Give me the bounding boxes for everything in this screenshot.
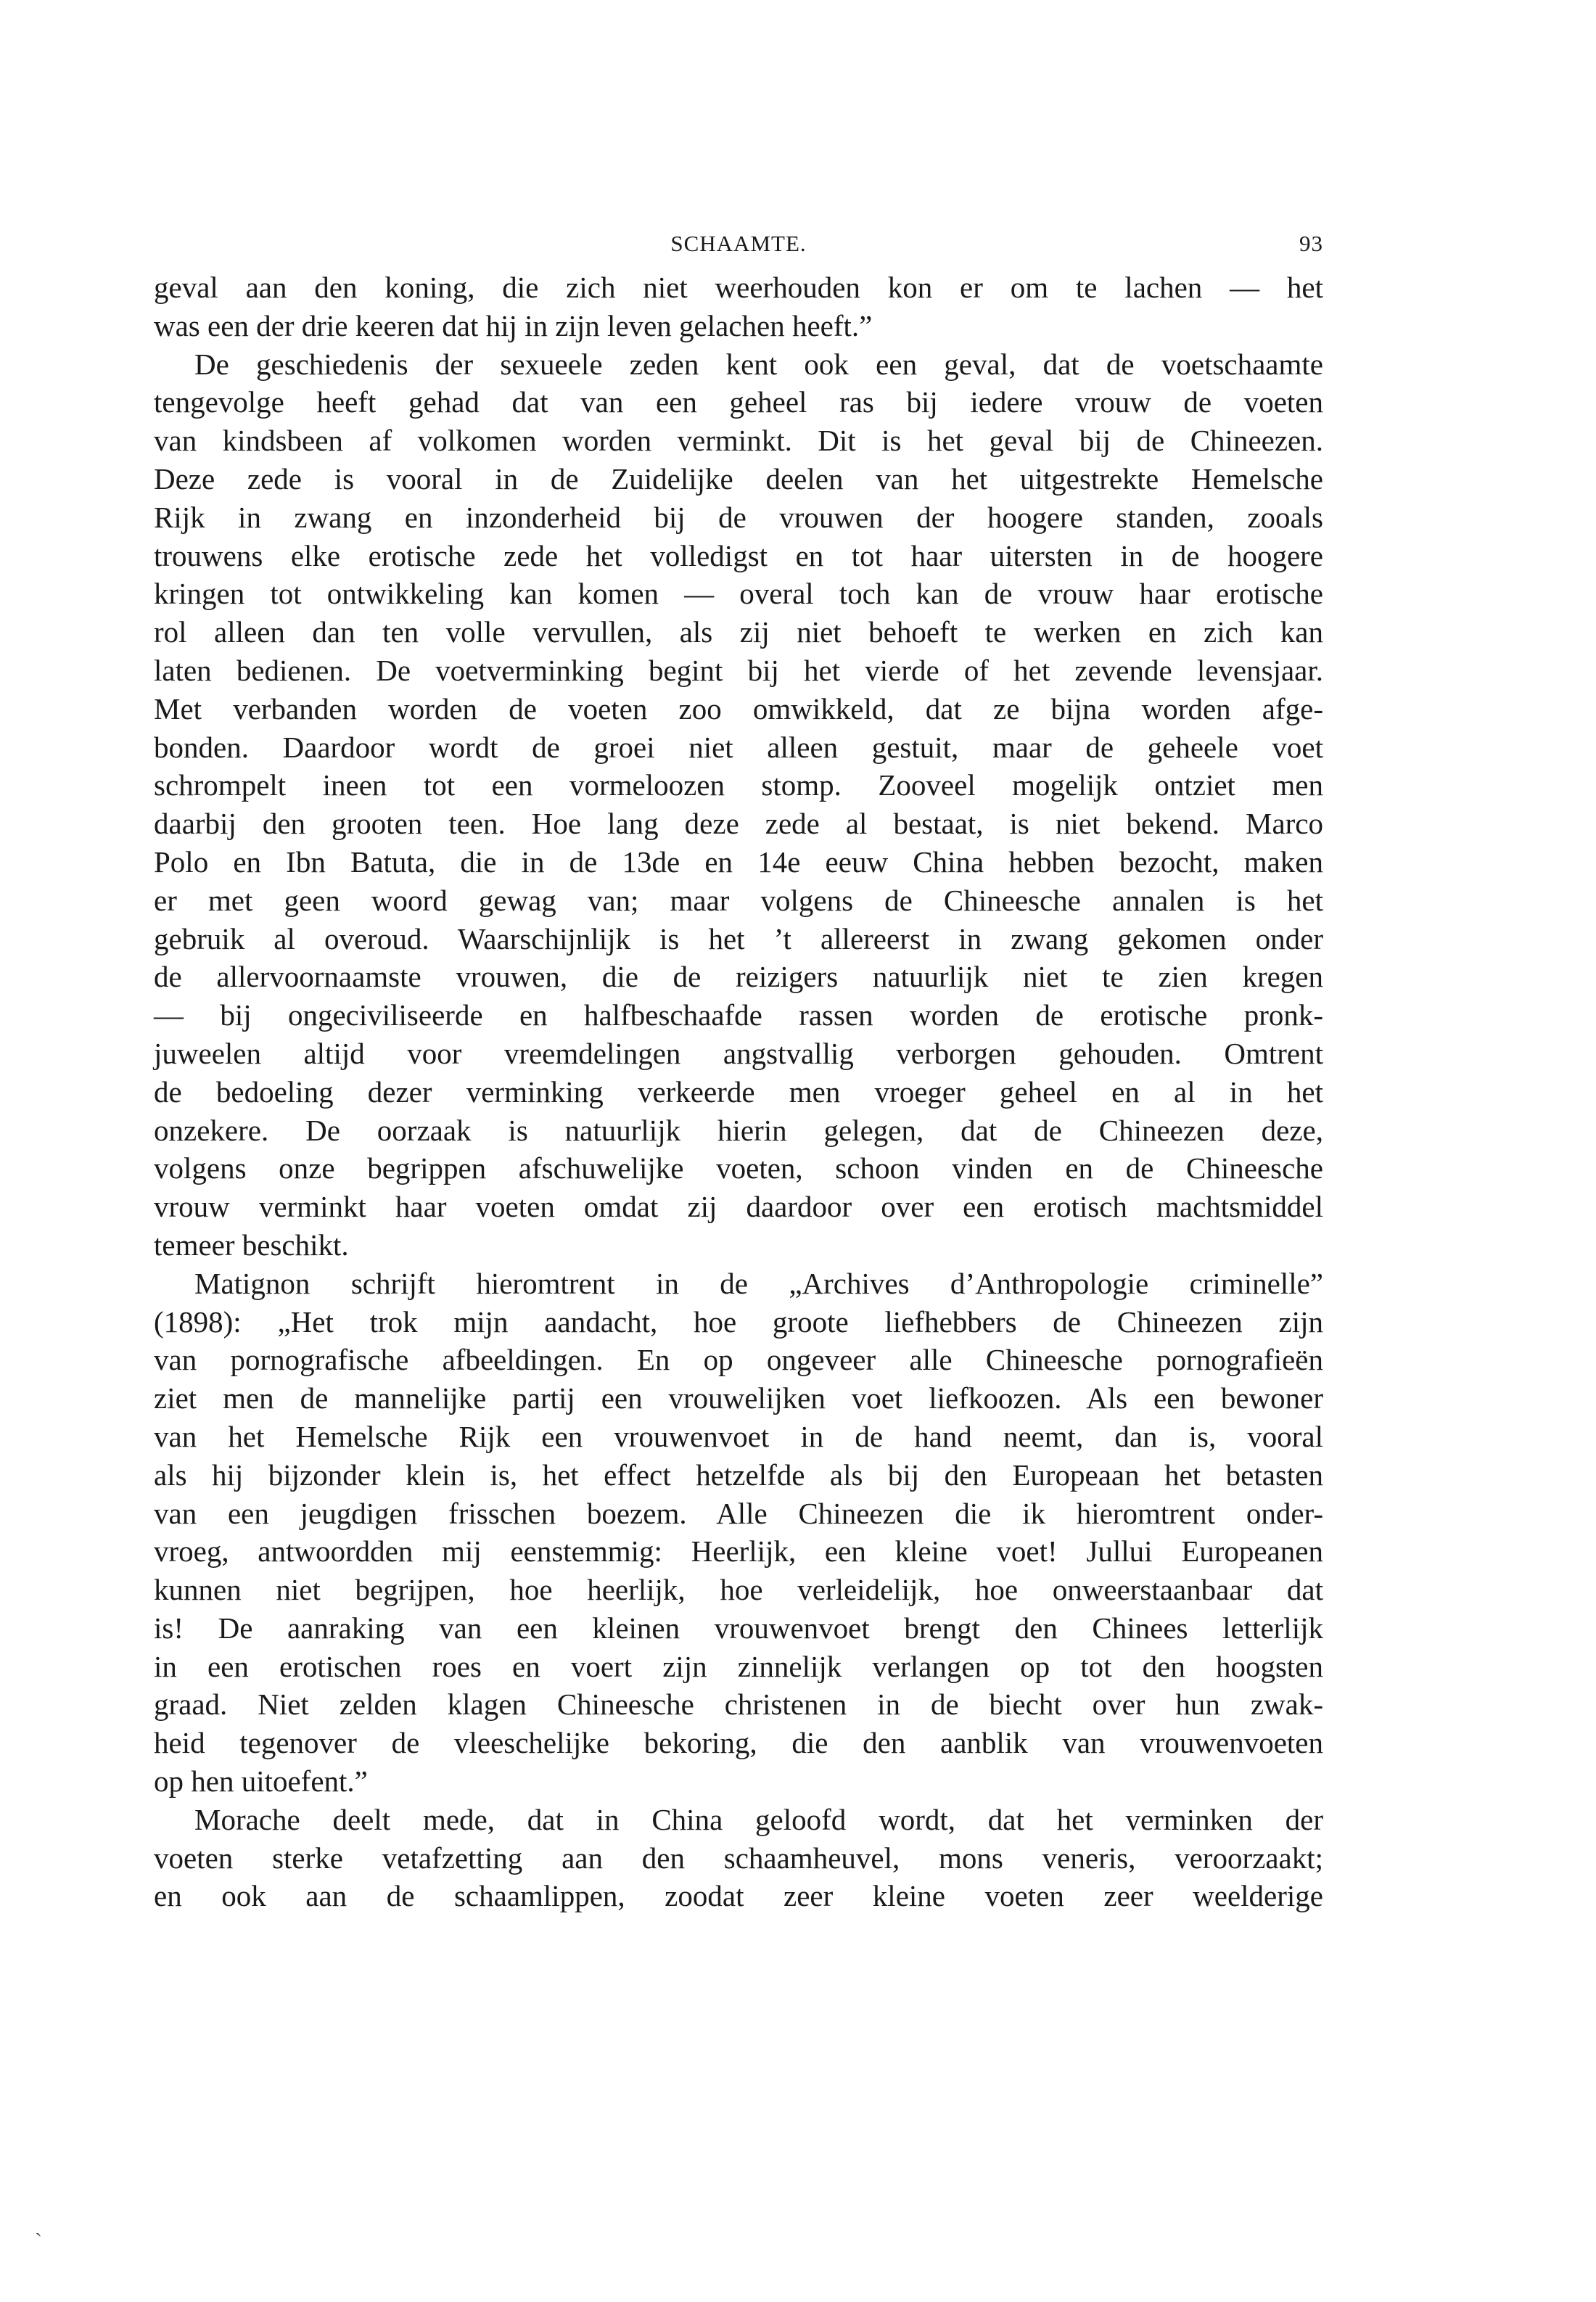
text-line: Rijk in zwang en inzonderheid bij de vrouwen der hoogere standen, zooals: [154, 500, 1323, 534]
text-line: van het Hemelsche Rijk een vrouwenvoet in de hand neemt, dan is, vooral: [154, 1419, 1323, 1453]
text-line: rol alleen dan ten volle vervullen, als zij niet behoeft te werken en zich kan: [154, 615, 1323, 649]
text-line: onzekere. De oorzaak is natuurlijk hierin gelegen, dat de Chineezen deze,: [154, 1113, 1323, 1147]
text-line: kringen tot ontwikkeling kan komen — overal toch kan de vrouw haar erotische: [154, 577, 1323, 611]
text-line: was een der drie keeren dat hij in zijn leven gelachen heeft.”: [154, 308, 873, 342]
text-line: als hij bijzonder klein is, het effect hetzelfde als bij den Europeaan het betasten: [154, 1458, 1323, 1492]
text-line: gebruik al overoud. Waarschijnlijk is het ’t allereerst in zwang gekomen onder: [154, 921, 1323, 955]
text-line: ziet men de mannelijke partij een vrouwelijken voet liefkoozen. Als een bewoner: [154, 1381, 1323, 1415]
text-line: De geschiedenis der sexueele zeden kent ook een geval, dat de voetschaamte: [194, 347, 1323, 381]
text-line: geval aan den koning, die zich niet weerhouden kon er om te lachen — het: [154, 271, 1323, 304]
text-line: daarbij den grooten teen. Hoe lang deze zede al bestaat, is niet bekend. Marco: [154, 807, 1323, 841]
text-line: en ook aan de schaamlippen, zoodat zeer kleine voeten zeer weelderige: [154, 1879, 1323, 1913]
text-line: kunnen niet begrijpen, hoe heerlijk, hoe verleidelijk, hoe onweerstaanbaar dat: [154, 1573, 1323, 1607]
text-line: Morache deelt mede, dat in China geloofd wordt, dat het verminken der: [194, 1802, 1323, 1836]
scan-speck: ˎ: [35, 2213, 42, 2237]
text-line: schrompelt ineen tot een vormeloozen stomp. Zooveel mogelijk ontziet men: [154, 768, 1323, 802]
text-line: Polo en Ibn Batuta, die in de 13de en 14e eeuw China hebben bezocht, maken: [154, 844, 1323, 879]
text-line: bonden. Daardoor wordt de groei niet alleen gestuit, maar de geheele voet: [154, 730, 1323, 764]
text-line: van pornografische afbeeldingen. En op ongeveer alle Chineesche pornografieën: [154, 1343, 1323, 1377]
text-line: — bij ongeciviliseerde en halfbeschaafde rassen worden de erotische pronk-: [154, 998, 1323, 1032]
text-line: de bedoeling dezer verminking verkeerde men vroeger geheel en al in het: [154, 1074, 1323, 1109]
text-line: is! De aanraking van een kleinen vrouwenvoet brengt den Chinees letterlijk: [154, 1611, 1323, 1645]
text-line: laten bedienen. De voetverminking begint bij het vierde of het zevende levensjaar.: [154, 653, 1323, 687]
body-text: [154, 268, 1323, 1915]
text-line: graad. Niet zelden klagen Chineesche christenen in de biecht over hun zwak-: [154, 1688, 1323, 1722]
running-head: [154, 231, 1323, 263]
text-line: in een erotischen roes en voert zijn zinnelijk verlangen op tot den hoogsten: [154, 1649, 1323, 1683]
text-line: van kindsbeen af volkomen worden verminkt. Dit is het geval bij de Chineezen.: [154, 424, 1323, 458]
running-title: SCHAAMTE.: [670, 231, 807, 256]
text-line: er met geen woord gewag van; maar volgens de Chineesche annalen is het: [154, 883, 1323, 917]
text-line: volgens onze begrippen afschuwelijke voeten, schoon vinden en de Chineesche: [154, 1151, 1323, 1185]
text-line: heid tegenover de vleeschelijke bekoring, die den aanblik van vrouwenvoeten: [154, 1726, 1323, 1760]
text-line: temeer beschikt.: [154, 1228, 349, 1262]
text-line: op hen uitoefent.”: [154, 1764, 368, 1799]
text-line: van een jeugdigen frisschen boezem. Alle Chineezen die ik hieromtrent onder-: [154, 1496, 1323, 1530]
book-page: [154, 231, 1323, 1915]
text-line: vroeg, antwoordden mij eenstemmig: Heerlijk, een kleine voet! Jullui Europeanen: [154, 1534, 1323, 1569]
page-number: 93: [1299, 231, 1323, 256]
text-line: Deze zede is vooral in de Zuidelijke deelen van het uitgestrekte Hemelsche: [154, 461, 1323, 496]
text-line: tengevolge heeft gehad dat van een geheel ras bij iedere vrouw de voeten: [154, 385, 1323, 419]
text-line: Met verbanden worden de voeten zoo omwikkeld, dat ze bijna worden afge-: [154, 691, 1323, 725]
text-line: de allervoornaamste vrouwen, die de reizigers natuurlijk niet te zien kregen: [154, 960, 1323, 994]
text-line: Matignon schrijft hieromtrent in de „Archives d’Anthropologie criminelle”: [194, 1266, 1323, 1300]
text-line: juweelen altijd voor vreemdelingen angstvallig verborgen gehouden. Omtrent: [154, 1036, 1323, 1070]
text-line: voeten sterke vetafzetting aan den schaamheuvel, mons veneris, veroorzaakt;: [154, 1841, 1323, 1875]
text-line: vrouw verminkt haar voeten omdat zij daardoor over een erotisch machtsmiddel: [154, 1190, 1323, 1224]
text-line: (1898): „Het trok mijn aandacht, hoe groote liefhebbers de Chineezen zijn: [154, 1304, 1323, 1339]
text-line: trouwens elke erotische zede het volledigst en tot haar uitersten in de hoogere: [154, 538, 1323, 572]
